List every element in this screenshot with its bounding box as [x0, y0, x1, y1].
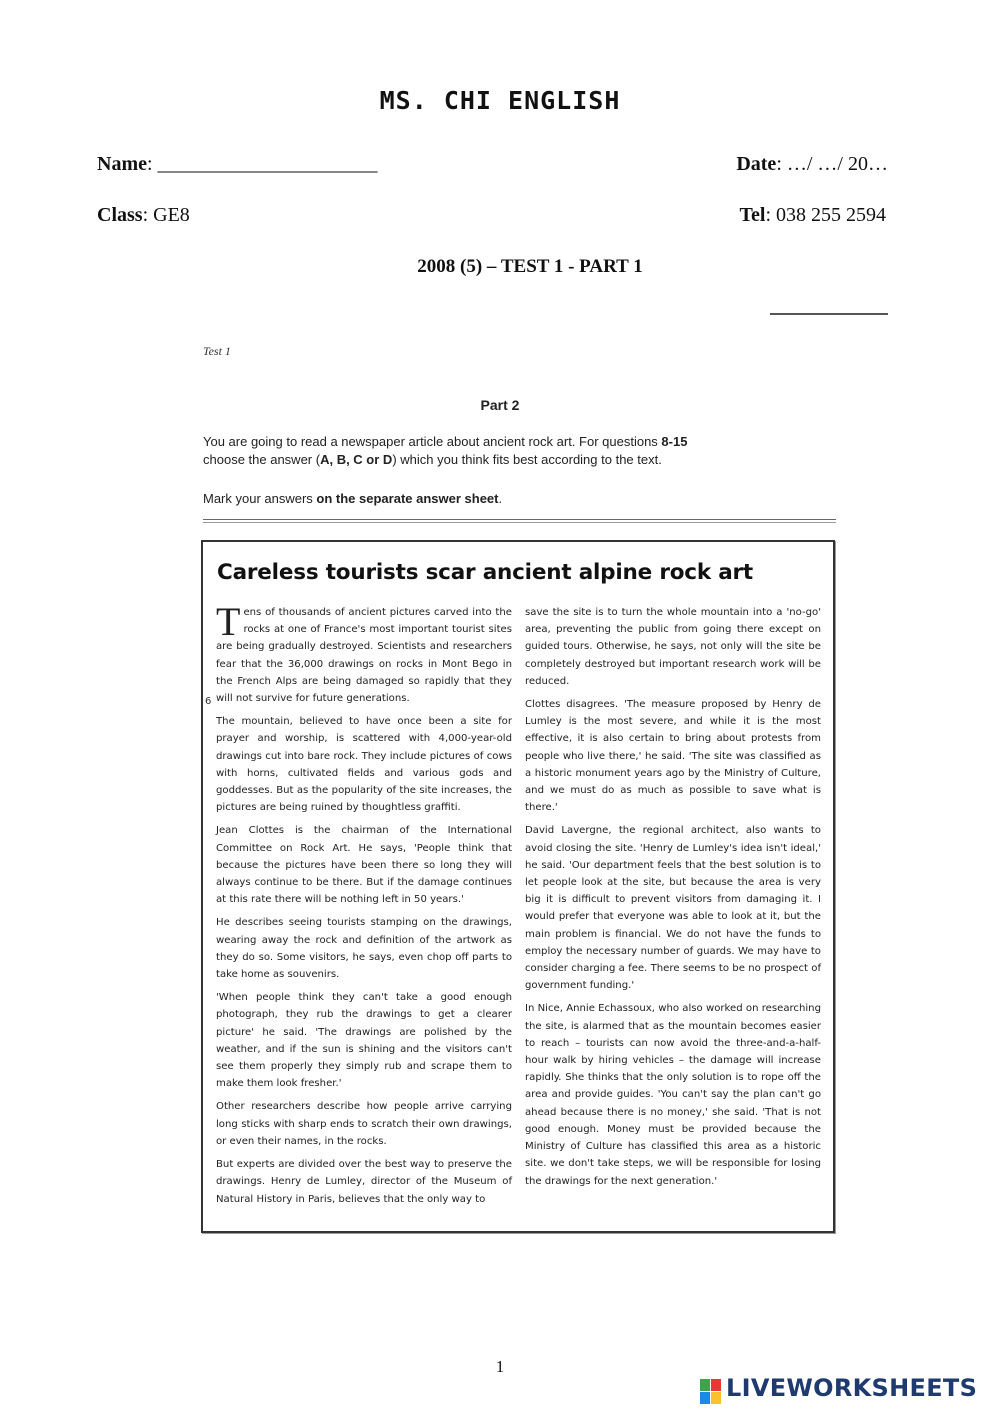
section-divider	[203, 519, 836, 523]
name-line: Name: ______________________	[97, 153, 378, 175]
paragraph: In Nice, Annie Echassoux, who also worked on researching the site, is alarmed that as the mountain becomes easier to reach – tourists can now avoid the three-and-a-half-hour walk by hiring vehicles – the damage will increase rapidly. She thinks that the only solution is to rope off the area and provide guides. 'You can't say the plan can't go ahead because there is no money,' she said. 'That is not good enough. Money must be provided because the Ministry of Culture has classified this area as a historic site. we don't take steps, we will be responsible for losing the drawings for the next generation.'	[525, 1003, 821, 1187]
liveworksheets-logo[interactable]	[700, 1374, 994, 1408]
page-number: 1	[495, 1357, 505, 1376]
paragraph: But experts are divided over the best way to preserve the drawings. Henry de Lumley, director of the Museum of Natural History in Paris, believes that the only way to	[216, 1159, 512, 1205]
article-box	[201, 540, 835, 1233]
mark-instructions	[203, 491, 502, 506]
test-title: 2008 (5) – TEST 1 - PART 1	[417, 256, 643, 277]
article-column-left	[216, 599, 512, 1214]
school-title: MS. CHI ENGLISH	[379, 86, 621, 115]
class-label: Class	[97, 204, 143, 226]
tel-label: Tel	[739, 204, 766, 226]
paragraph: save the site is to turn the whole mountain into a 'no-go' area, preventing the public from going there except on guided tours. Otherwise, he says, not only will the site be completely destroyed but important research work will be reduced.	[525, 607, 821, 687]
paragraph: 'When people think they can't take a good enough photograph, they rub the drawings to get a clearer picture' he said. 'The drawings are polished by the weather, and if the sun is shining and the visitors can't see them properly they simply rub and scrape them to make them look fresher.'	[216, 992, 512, 1090]
answer-options: A, B, C or D	[320, 452, 393, 467]
liveworksheets-icon	[700, 1379, 722, 1405]
date-value: …/ …/ 20…	[786, 153, 888, 175]
class-value: GE8	[153, 204, 190, 226]
date-label: Date	[736, 153, 777, 175]
paragraph: Jean Clottes is the chairman of the International Committee on Rock Art. He says, 'People think that because the pictures have been there so long they will always continue to be there. But if the damage continues at this rate there will be nothing left in 50 years.'	[216, 825, 512, 906]
instr-text: ) which you think fits best according to the text.	[392, 452, 662, 467]
scan-divider	[770, 313, 888, 315]
mark-text: .	[498, 491, 503, 506]
mark-text: Mark your answers	[203, 491, 317, 506]
line-number-marker: 6	[205, 696, 212, 707]
name-label: Name	[97, 153, 147, 175]
name-blank: ______________________	[157, 153, 378, 175]
article-column-right	[525, 604, 821, 1196]
paragraph: Other researchers describe how people arrive carrying long sticks with sharp ends to scratch their own drawings, or even their names, in the rocks.	[216, 1101, 512, 1147]
paragraph-text: ens of thousands of ancient pictures carved into the rocks at one of France's most important tourist sites are being gradually destroyed. Scientists and researchers fear that the 36,000 drawings on rocks in Mont Bego in the French Alps are being damaged so rapidly that they will not survive for future generations.	[216, 607, 512, 705]
paragraph	[216, 599, 512, 707]
class-line: Class: GE8	[97, 204, 190, 226]
date-line: Date: …/ …/ 20…	[736, 153, 888, 175]
brand-text: LIVEWORKSHEETS	[726, 1374, 978, 1402]
paragraph: Clottes disagrees. 'The measure proposed by Henry de Lumley is the most severe, and while it is the most effective, it is also certain to bring about protests from people who live there,' he said. 'The site was classified as a historic monument years ago by the Ministry of Culture, and we must do as much as possible to save what is there.'	[525, 699, 821, 814]
paragraph: He describes seeing tourists stamping on the drawings, wearing away the rock and definition of the artwork as they do so. Some visitors, he says, even chop off parts to take home as souvenirs.	[216, 917, 512, 981]
scan-test-label: Test 1	[203, 344, 231, 358]
tel-value: 038 255 2594	[776, 204, 886, 226]
paragraph: The mountain, believed to have once been a site for prayer and worship, is scattered with 4,000-year-old drawings cut into bare rock. They include pictures of cows with horns, cultivated fields and various gods and goddesses. But as the popularity of the site increases, the pictures are being ruined by thoughtless graffiti.	[216, 716, 512, 814]
paragraph: David Lavergne, the regional architect, also wants to avoid closing the site. 'Henry de Lumley's idea isn't ideal,' he said. 'Our department feels that the best solution is to let people look at the site, but because the area is very big it is difficult to prevent visitors from damaging it. I would prefer that everyone was able to look at it, but the main problem is financial. We do not have the funds to employ the necessary number of guards. We may have to consider charging a fee. There seems to be no prospect of government funding.'	[525, 825, 821, 992]
tel-line: Tel: 038 255 2594	[739, 204, 886, 226]
instructions	[203, 433, 843, 469]
drop-cap: T	[216, 599, 241, 644]
question-range: 8-15	[661, 434, 688, 449]
answer-sheet-label: on the separate answer sheet	[316, 491, 499, 506]
instr-text: choose the answer (	[203, 452, 321, 467]
article-headline: Careless tourists scar ancient alpine rock art	[217, 560, 754, 585]
part-title: Part 2	[480, 397, 520, 413]
instr-text: You are going to read a newspaper article about ancient rock art. For questions	[203, 434, 662, 449]
